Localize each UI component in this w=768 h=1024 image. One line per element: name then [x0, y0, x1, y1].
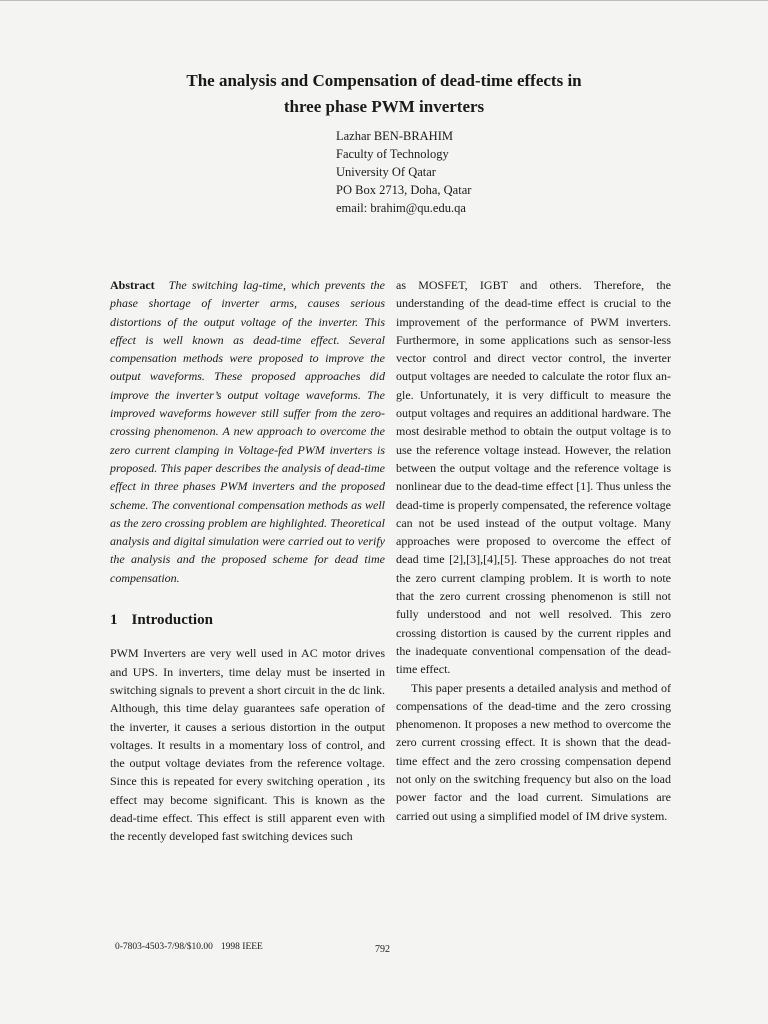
top-rule	[0, 0, 768, 1]
paper-title-line-2: three phase PWM inverters	[283, 97, 485, 116]
abstract-label: Abstract	[110, 278, 155, 292]
abstract	[110, 276, 385, 587]
left-column	[110, 276, 385, 846]
paper-title	[90, 68, 678, 120]
section-heading-introduction	[110, 611, 385, 629]
isbn-code: 0-7803-4503-7/98/$10.00	[115, 942, 213, 952]
author-block	[336, 127, 471, 217]
author-university: University Of Qatar	[336, 165, 436, 179]
intro-paragraph-2: This paper presents a detailed analysis and method of compensations of the dead-time and the zero crossing phenomenon. It proposes a new method to overcome the zero current crossing effect. It is shown that the dead-time effect and the zero crossing compensation depend not only on the switching frequency but also on the load power factor and the load current. Simulations are carried out using a simplified model of IM drive system.	[396, 680, 671, 823]
section-title: Introduction	[131, 612, 213, 629]
author-affiliation: Faculty of Technology	[336, 147, 449, 161]
intro-paragraph-1-continued: as MOSFET, IGBT and others. Therefore, the understanding of the dead-time effect is crucial to the improvement of the performance of PWM inverters. Furthermore, in some applications such as sensor-less vector control and direct vector control, the inverter output voltages are needed to calculate the rotor flux angle. Unfortunately, it is very difficult to measure the output voltages and requires an additional hardware. The most desirable method to obtain the output voltage is to use the reference voltage instead. However, the relation between the output voltage and the reference voltage is nonlinear due to the dead-time effect [1]. Thus unless the dead-time is properly compensated, the reference voltage can not be used instead of the output voltage. Many approaches were proposed to overcome the effect of dead time [2],[3],[4],[5]. These approaches do not treat the zero current clamping problem. It is worth to note that the zero current crossing phenomenon is still not fully understood and not well resolved. This zero crossing distortion is caused by the current ripples and the inadequate conventional compensation of the dead-time effect.	[396, 278, 671, 677]
copyright-footer	[115, 942, 263, 952]
right-column	[396, 276, 671, 825]
author-email: email: brahim@qu.edu.qa	[336, 201, 466, 215]
paper-title-line-1: The analysis and Compensation of dead-time effects in	[186, 71, 582, 90]
section-number: 1	[110, 612, 118, 629]
abstract-text: The switching lag-time, which prevents the phase shortage of inverter arms, causes serious distortions of the output voltage of the inverter. This effect is well known as dead-time effect. Several compensation methods were proposed to improve the output waveforms. These proposed approaches did improve the inverter’s output voltage waveforms. The improved waveforms however still suffer from the zero-crossing phenomenon. A new approach to overcome the zero current clamping in Voltage-fed PWM inverters is proposed. This paper describes the analysis of dead-time effect in three phases PWM inverters and the proposed scheme. The conventional compensation methods as well as the zero crossing problem are highlighted. Theoretical analysis and digital simulation were carried out to verify the analysis and the proposed scheme for dead time compensation.	[110, 278, 385, 585]
page-number: 792	[375, 944, 390, 955]
intro-paragraph-1: PWM Inverters are very well used in AC motor drives and UPS. In inverters, time delay must be inserted in switching signals to prevent a short circuit in the dc link. Although, this time delay guarantees safe operation of the inverter, it causes a serious distortion in the output voltages. It results in a momentary loss of control, and the output voltage deviates from the reference voltage. Since this is repeated for every switching operation , its effect may become significant. This is known as the dead-time effect. This effect is still apparent even with the recently developed fast switching devices such	[110, 646, 385, 844]
author-address: PO Box 2713, Doha, Qatar	[336, 183, 472, 197]
copyright-year: 1998 IEEE	[220, 942, 263, 952]
author-name: Lazhar BEN-BRAHIM	[336, 129, 453, 143]
